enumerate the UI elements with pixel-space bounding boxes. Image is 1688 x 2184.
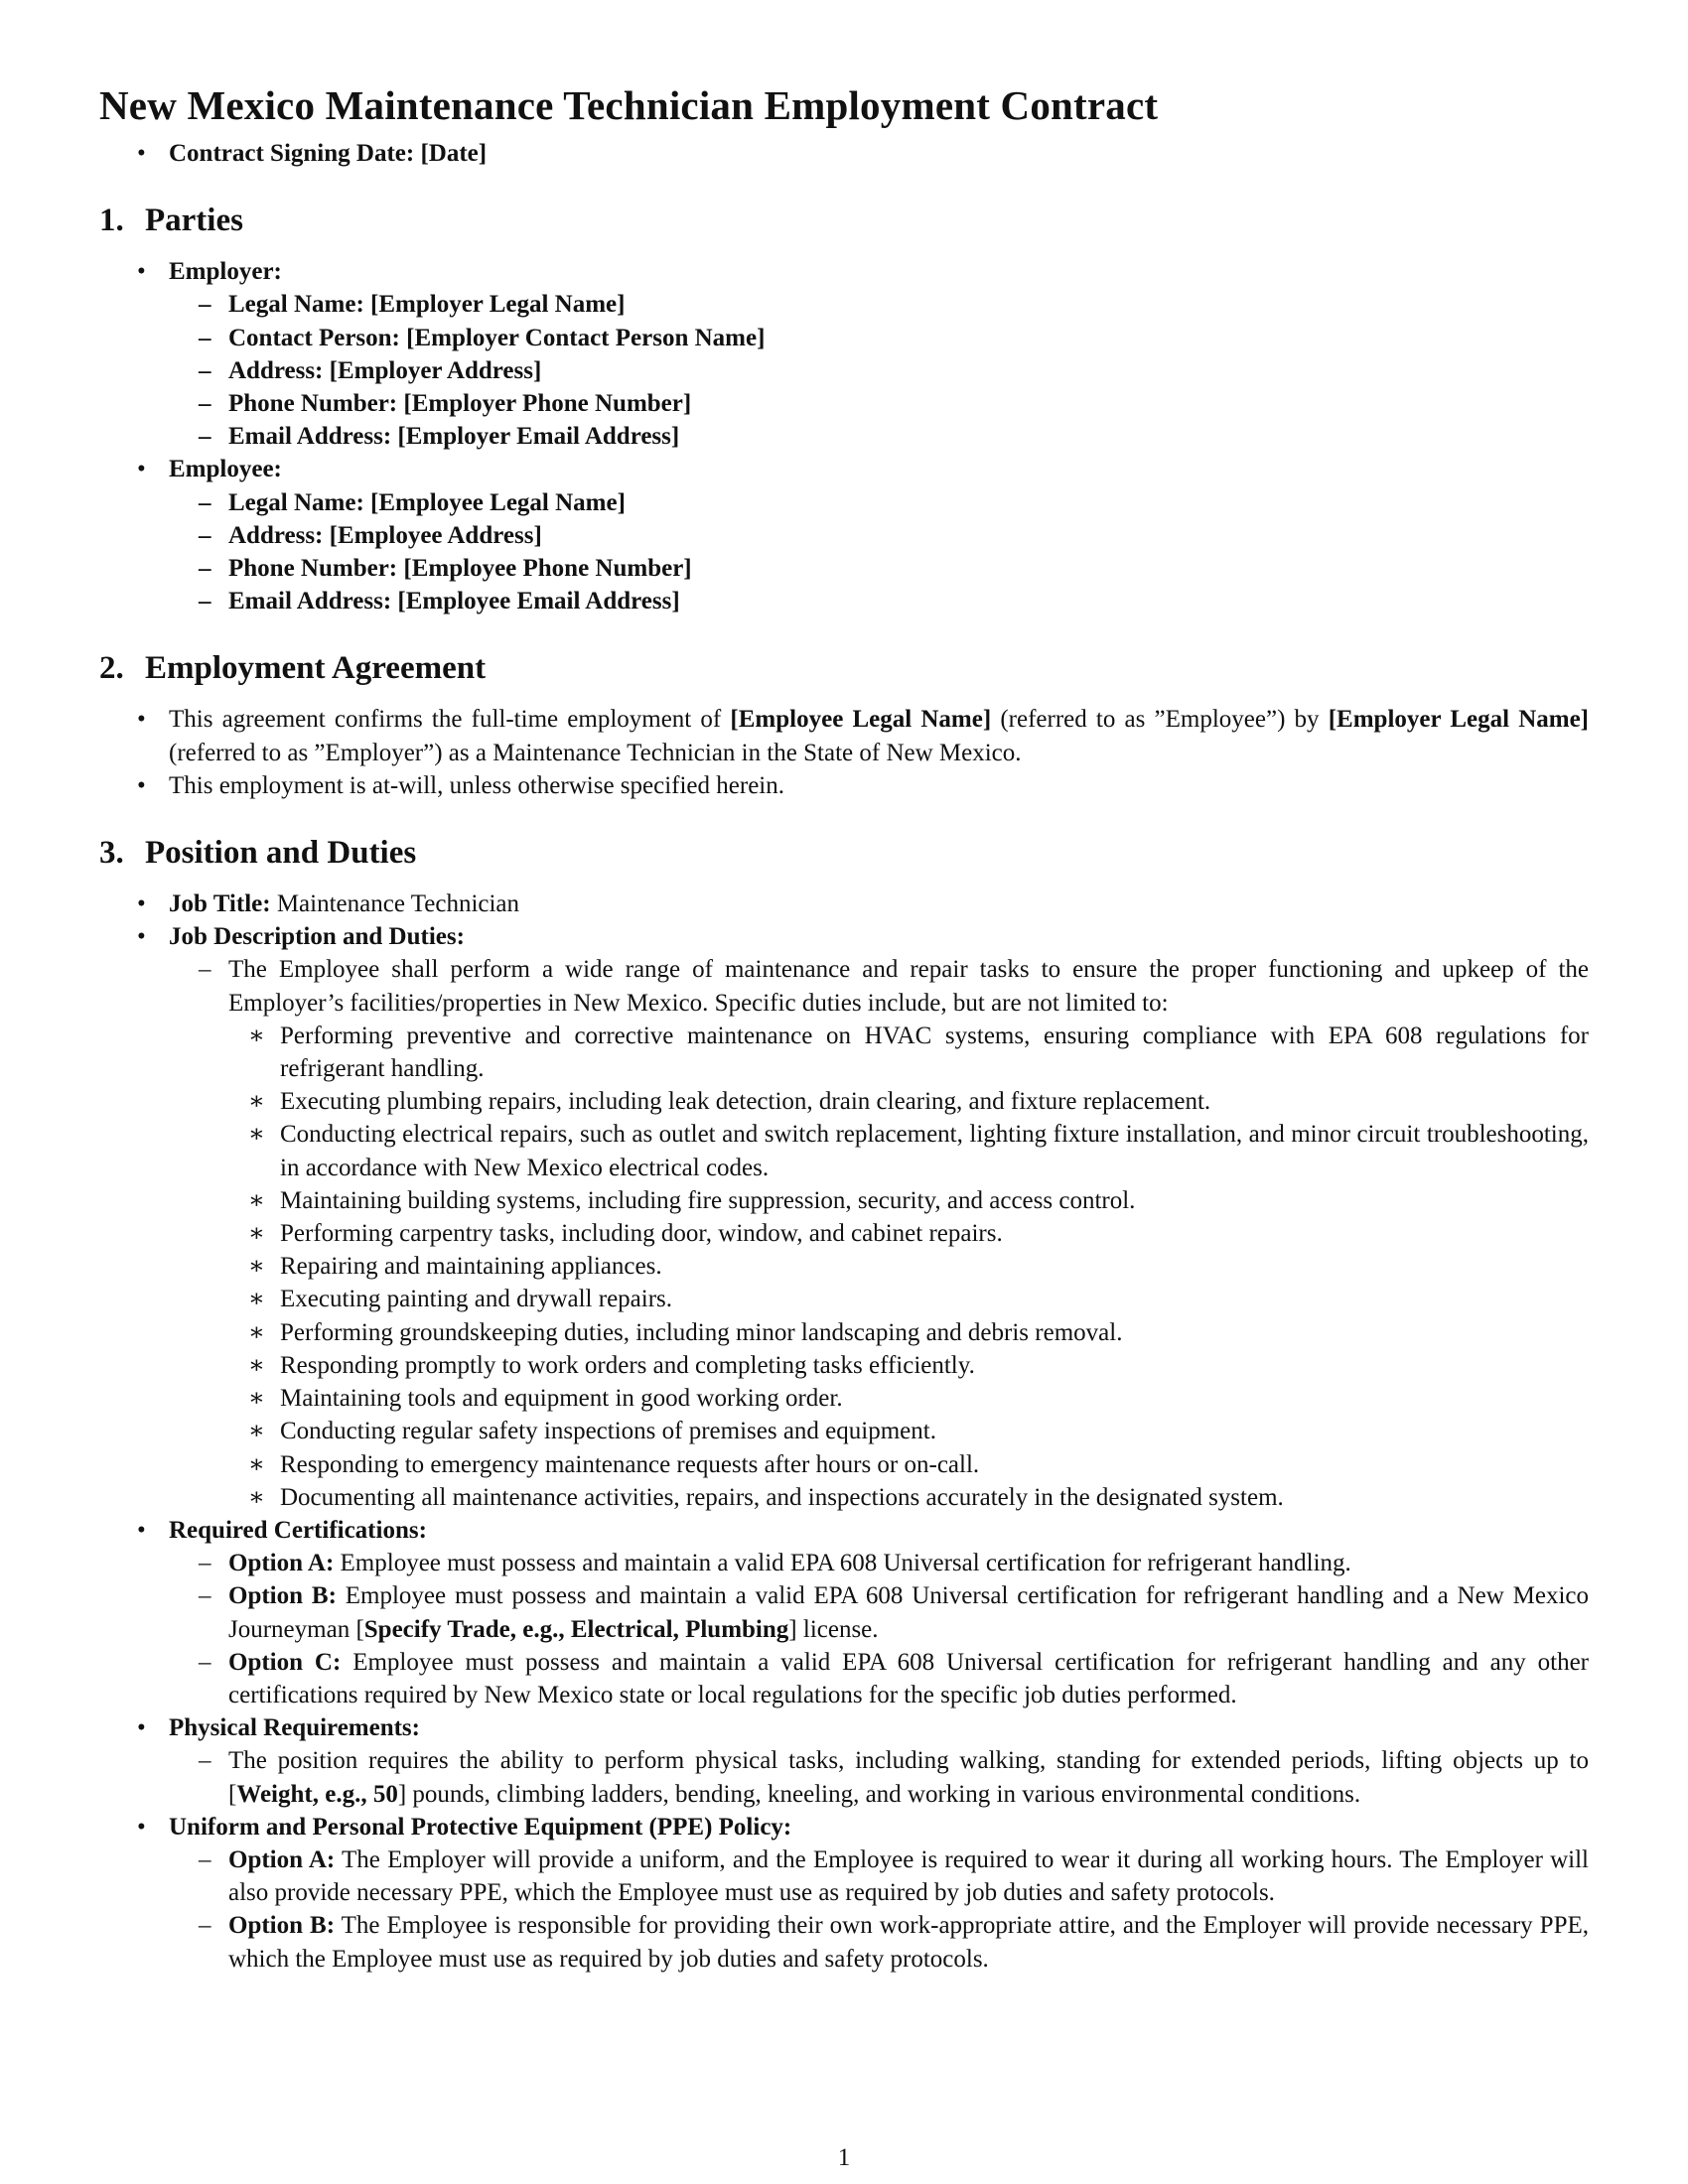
physical-requirements-label: Physical Requirements:	[169, 1714, 420, 1742]
employer-field	[169, 322, 1589, 354]
employee-field	[169, 585, 1589, 617]
employee-field	[169, 552, 1589, 585]
field-value: [Employee Email Address]	[397, 588, 680, 615]
duty-item: ∗ Maintaining tools and equipment in good working order.	[228, 1382, 1589, 1415]
position-list	[99, 887, 1589, 1976]
signing-date-item	[99, 137, 1589, 170]
duty-item: ∗ Conducting electrical repairs, such as outlet and switch replacement, lighting fixture installation, and minor circuit troubleshooting, in accordance with New Mexico electrical codes.	[228, 1118, 1589, 1183]
employee-name-placeholder: [Employee Legal Name]	[730, 706, 992, 734]
duty-item: ∗ Executing plumbing repairs, including leak detection, drain clearing, and fixture replacement.	[228, 1085, 1589, 1118]
job-title-label: Job Title:	[169, 890, 271, 918]
ppe-option-b	[169, 1909, 1589, 1975]
ppe-options	[169, 1843, 1589, 1976]
section-heading-employment-agreement	[99, 647, 1589, 689]
field-label: Address:	[228, 356, 324, 384]
certification-option-b	[169, 1579, 1589, 1645]
employee-field	[169, 486, 1589, 519]
duties-list	[228, 1020, 1589, 1514]
field-value: [Employer Legal Name]	[370, 291, 626, 319]
section-heading-parties	[99, 200, 1589, 241]
section-position-duties	[99, 832, 1589, 1976]
field-label: Legal Name:	[228, 488, 364, 516]
employee-label: Employee:	[169, 456, 282, 483]
document-title: New Mexico Maintenance Technician Employment Contract	[99, 82, 1159, 128]
agreement-text: (referred to as ”Employee”) by	[991, 706, 1329, 734]
at-will-paragraph: • This employment is at-will, unless otherwise specified herein.	[99, 769, 1589, 802]
ppe-policy-item	[99, 1811, 1589, 1976]
employer-field	[169, 420, 1589, 453]
agreement-list	[99, 703, 1589, 802]
duty-item: ∗ Repairing and maintaining appliances.	[228, 1250, 1589, 1283]
duty-item: ∗ Executing painting and drywall repairs.	[228, 1283, 1589, 1315]
job-description-text: The Employee shall perform a wide range of maintenance and repair tasks to ensure the proper functioning and upkeep of the Employer’s facilities/properties in New Mexico. Specific duties include, but are not limited to:	[228, 956, 1589, 1017]
job-description-sublist	[169, 953, 1589, 1513]
agreement-paragraph	[99, 703, 1589, 768]
employee-item	[99, 453, 1589, 617]
agreement-text: This agreement confirms the full-time employment of	[169, 706, 731, 734]
job-title-item	[99, 887, 1589, 920]
parties-list	[99, 255, 1589, 617]
page-number: 1	[837, 2144, 851, 2171]
job-title-value: Maintenance Technician	[270, 890, 520, 918]
section-parties	[99, 200, 1589, 617]
field-label: Phone Number:	[228, 555, 398, 583]
field-label: Email Address:	[228, 423, 392, 451]
certification-option-a	[169, 1547, 1589, 1579]
employer-field	[169, 288, 1589, 321]
section-number: 1.	[99, 203, 124, 239]
physical-requirements-text	[169, 1744, 1589, 1810]
section-number: 3.	[99, 835, 124, 872]
duty-item: ∗ Responding to emergency maintenance requests after hours or on-call.	[228, 1448, 1589, 1481]
option-label: Option A:	[228, 1550, 335, 1577]
option-label: Option B:	[228, 1912, 336, 1940]
duty-item: ∗ Performing preventive and corrective maintenance on HVAC systems, ensuring compliance with EPA 608 regulations for refrigerant handling.	[228, 1020, 1589, 1085]
employer-name-placeholder: [Employer Legal Name]	[1328, 706, 1590, 734]
employer-field	[169, 387, 1589, 420]
field-value: [Employer Address]	[329, 356, 542, 384]
job-description-label: Job Description and Duties:	[169, 923, 465, 951]
option-text: Employee must possess and maintain a valid EPA 608 Universal certification for refrigerant handling and any other certifications required by New Mexico state or local regulations for the specific job duties performed.	[228, 1648, 1589, 1708]
physical-requirements-item	[99, 1711, 1589, 1811]
option-text: Employee must possess and maintain a valid EPA 608 Universal certification for refrigerant handling and a New Mexico Journeyman [	[228, 1582, 1589, 1643]
duty-item: ∗ Documenting all maintenance activities, repairs, and inspections accurately in the designated system.	[228, 1481, 1589, 1514]
field-value: [Employee Address]	[329, 521, 542, 549]
option-label: Option C:	[228, 1648, 342, 1676]
duty-item: ∗ Maintaining building systems, including fire suppression, security, and access control.	[228, 1184, 1589, 1217]
signing-date-value: [Date]	[420, 140, 488, 167]
ppe-option-a	[169, 1843, 1589, 1909]
option-text: ] license.	[788, 1615, 879, 1643]
signing-date-label: Contract Signing Date:	[169, 140, 415, 167]
section-title: Employment Agreement	[145, 650, 487, 687]
document-body	[99, 79, 1589, 1976]
section-title: Parties	[145, 203, 243, 239]
duty-item: ∗ Responding promptly to work orders and completing tasks efficiently.	[228, 1349, 1589, 1382]
option-text: The Employee is responsible for providing their own work-appropriate attire, and the Employer will provide necessary PPE, which the Employee must use as required by job duties and safety protocols.	[228, 1912, 1589, 1973]
field-label: Address:	[228, 521, 324, 549]
option-text: The Employer will provide a uniform, and the Employee is required to wear it during all working hours. The Employer will also provide necessary PPE, which the Employee must use as required by job duties and safety protocols.	[228, 1845, 1590, 1907]
certifications-label: Required Certifications:	[169, 1516, 427, 1544]
ppe-policy-label: Uniform and Personal Protective Equipment (PPE) Policy:	[169, 1813, 792, 1841]
employee-fields	[169, 486, 1589, 618]
section-number: 2.	[99, 650, 124, 687]
field-value: [Employer Phone Number]	[403, 390, 692, 418]
agreement-text: (referred to as ”Employer”) as a Maintenance Technician in the State of New Mexico.	[169, 739, 1022, 766]
physical-text: The position requires the ability to perform physical tasks, including walking, standing for extended periods, lifting objects up to [	[228, 1747, 1589, 1808]
job-description-intro	[169, 953, 1589, 1513]
section-title: Position and Duties	[145, 835, 417, 872]
field-label: Phone Number:	[228, 390, 398, 418]
section-employment-agreement	[99, 647, 1589, 802]
physical-requirements-sublist	[169, 1744, 1589, 1810]
employer-label: Employer:	[169, 258, 282, 286]
trade-placeholder: Specify Trade, e.g., Electrical, Plumbing	[363, 1615, 789, 1643]
physical-text: ] pounds, climbing ladders, bending, kneeling, and working in various environmental conditions.	[397, 1780, 1361, 1808]
duty-item: ∗ Performing carpentry tasks, including door, window, and cabinet repairs.	[228, 1217, 1589, 1250]
employee-field	[169, 519, 1589, 552]
field-label: Contact Person:	[228, 324, 400, 351]
field-label: Email Address:	[228, 588, 392, 615]
certifications-options	[169, 1547, 1589, 1711]
certifications-item	[99, 1514, 1589, 1711]
employer-field	[169, 354, 1589, 387]
field-label: Legal Name:	[228, 291, 364, 319]
field-value: [Employee Legal Name]	[370, 488, 626, 516]
option-text: Employee must possess and maintain a valid EPA 608 Universal certification for refrigerant handling.	[334, 1550, 1351, 1577]
duty-item: ∗ Performing groundskeeping duties, including minor landscaping and debris removal.	[228, 1316, 1589, 1349]
weight-placeholder: Weight, e.g., 50	[236, 1780, 398, 1808]
signing-date-list	[99, 137, 1589, 170]
employer-item	[99, 255, 1589, 453]
field-value: [Employer Contact Person Name]	[406, 324, 766, 351]
option-label: Option A:	[228, 1845, 336, 1873]
certification-option-c	[169, 1646, 1589, 1711]
section-heading-position-duties	[99, 832, 1589, 874]
field-value: [Employee Phone Number]	[403, 555, 692, 583]
job-description-item	[99, 920, 1589, 1514]
field-value: [Employer Email Address]	[397, 423, 680, 451]
duty-item: ∗ Conducting regular safety inspections of premises and equipment.	[228, 1415, 1589, 1447]
option-label: Option B:	[228, 1582, 337, 1610]
employer-fields	[169, 288, 1589, 453]
